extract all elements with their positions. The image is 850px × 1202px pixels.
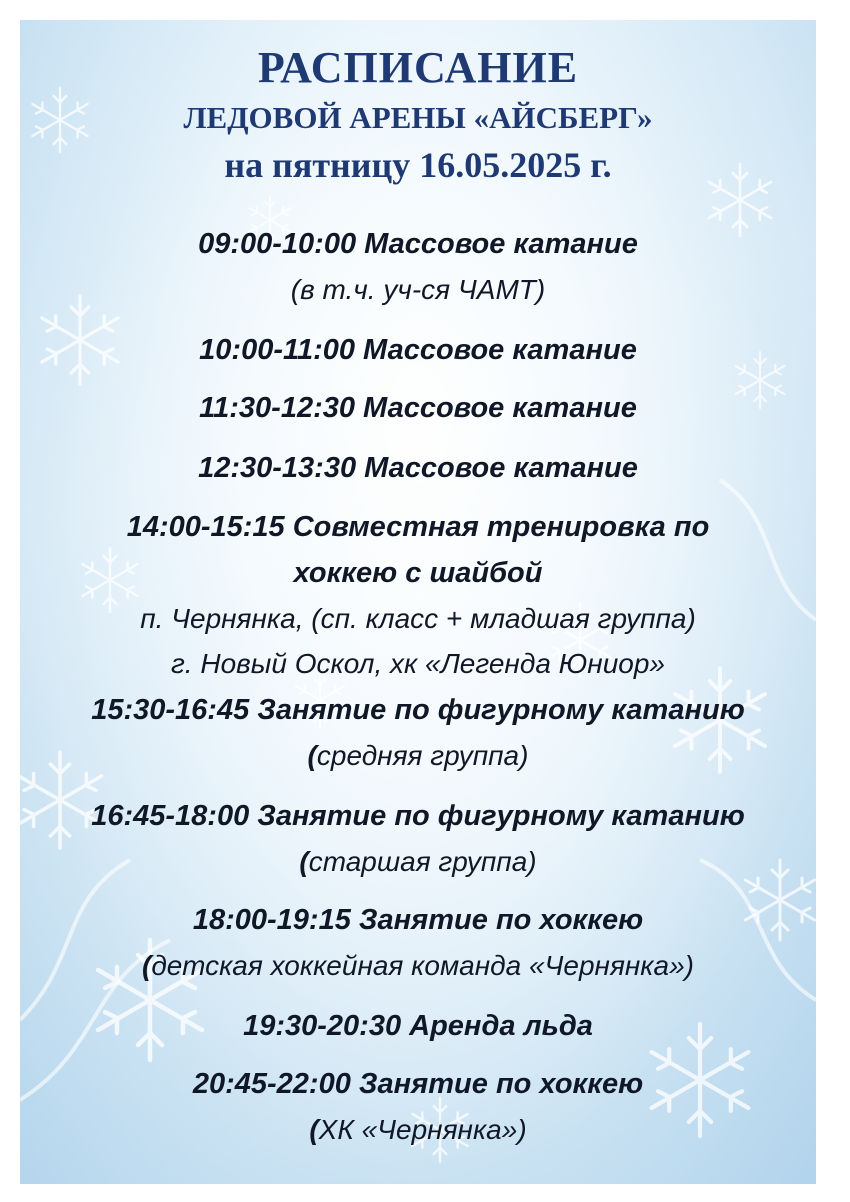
event-7-note xyxy=(20,846,816,878)
event-8-note xyxy=(20,950,816,982)
event-5-note-line-1: п. Чернянка, (сп. класс + младшая группа) xyxy=(140,603,696,634)
event-5-note-line-2: г. Новый Оскол, хк «Легенда Юниор» xyxy=(170,648,665,679)
event-5-title-line-2: хоккею с шайбой xyxy=(293,557,543,589)
event-1-title: 09:00-10:00 Массовое катание xyxy=(198,228,638,260)
event-7-title: 16:45-18:00 Занятие по фигурному катанию xyxy=(91,800,745,832)
event-9-title: 19:30-20:30 Аренда льда xyxy=(243,1010,593,1042)
page-title: РАСПИСАНИЕ xyxy=(257,43,579,92)
event-8-note-text: детская хоккейная команда «Чернянка») xyxy=(151,950,694,981)
schedule-date: на пятницу 16.05.2025 г. xyxy=(224,145,612,185)
event-3-title: 11:30-12:30 Массовое катание xyxy=(199,392,637,424)
event-5-title-line-1: 14:00-15:15 Совместная тренировка по xyxy=(126,511,710,543)
event-8-title: 18:00-19:15 Занятие по хоккею xyxy=(192,904,644,936)
event-7-note-paren: ( xyxy=(299,846,309,877)
event-4-title: 12:30-13:30 Массовое катание xyxy=(198,452,638,484)
event-6-note xyxy=(20,740,816,772)
event-10-note-text: ХК «Чернянка») xyxy=(318,1114,527,1145)
event-6-note-text: средняя группа) xyxy=(316,740,529,771)
event-6-note-paren: ( xyxy=(307,740,317,771)
event-10-note xyxy=(20,1114,816,1146)
event-2-title: 10:00-11:00 Массовое катание xyxy=(199,334,637,366)
event-1-note: (в т.ч. уч-ся ЧАМТ) xyxy=(290,274,546,305)
event-7-note-text: старшая группа) xyxy=(308,846,537,877)
arena-name: ЛЕДОВОЙ АРЕНЫ «АЙСБЕРГ» xyxy=(183,100,653,135)
event-10-title: 20:45-22:00 Занятие по хоккею xyxy=(192,1068,644,1100)
event-6-title: 15:30-16:45 Занятие по фигурному катанию xyxy=(91,694,745,726)
event-10-note-paren: ( xyxy=(309,1114,319,1145)
schedule-poster xyxy=(20,20,816,1184)
event-8-note-paren: ( xyxy=(142,950,152,981)
